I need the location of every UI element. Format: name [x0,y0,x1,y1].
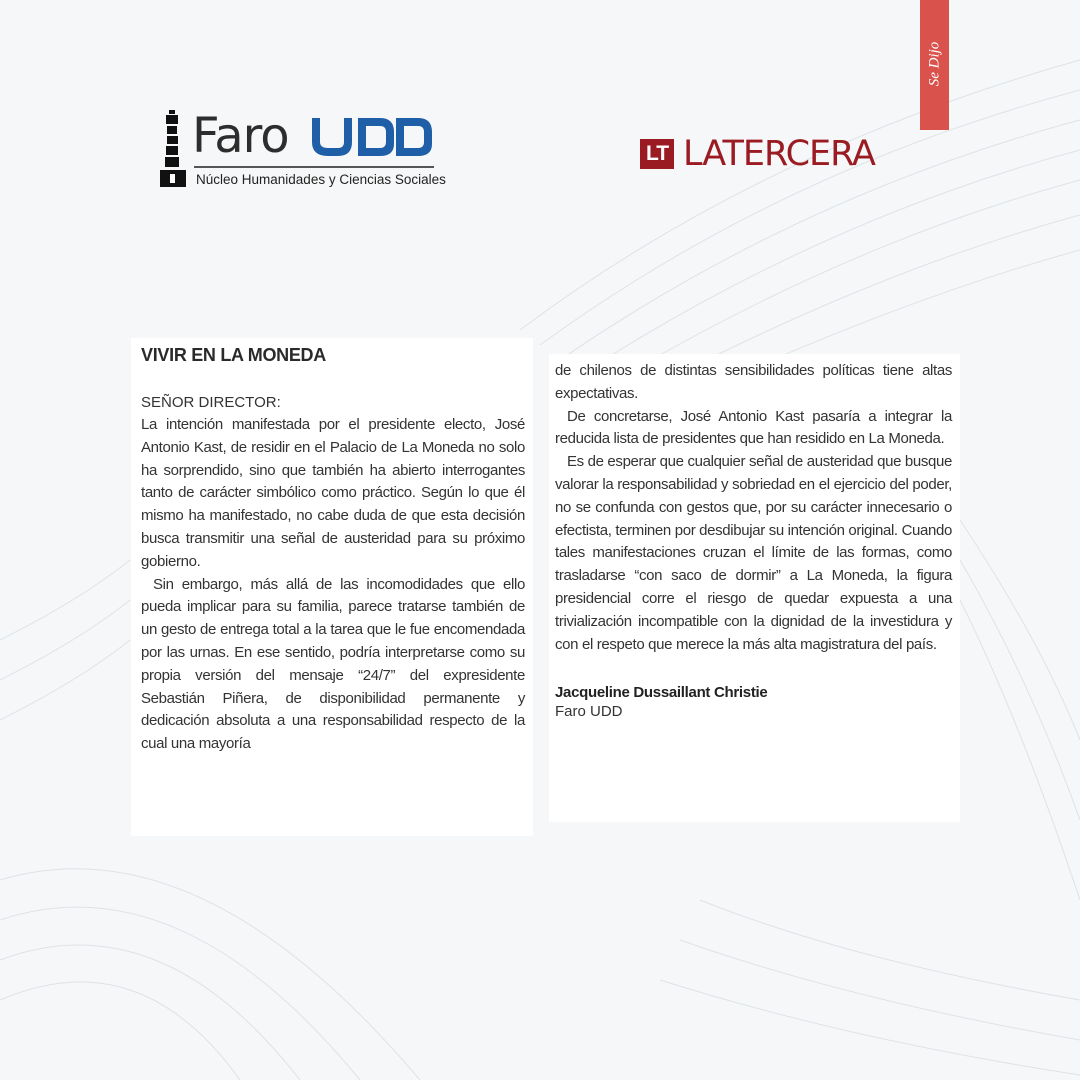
faro-wordmark: Faro [192,108,289,164]
lighthouse-icon [158,110,188,190]
se-dijo-tab [920,0,949,130]
article-paragraph-1: La intención manifestada por el presidente electo, José Antonio Kast, de residir en el Palacio de La Moneda no solo ha sorprendido, sino que también ha abierto interrogantes tanto de carácter simbólico como práctico. Según lo que él mismo ha manifestado, no cabe duda de que esta decisión busca transmitir una señal de austeridad para su próximo gobierno. [141,416,525,570]
article-salutation: SEÑOR DIRECTOR: [141,394,281,411]
article-paragraph-2-continued: de chilenos de distintas sensibilidades políticas tiene altas expectativas. [555,362,952,402]
lt-box-mark: LT [640,139,674,169]
article-clipping-left [131,338,533,836]
la-tercera-logo [640,134,900,174]
signature-organization: Faro UDD [555,703,623,721]
faro-udd-logo [158,108,448,193]
article-clipping-right [549,354,960,822]
article-headline: VIVIR EN LA MONEDA [141,345,326,365]
signature-name: Jacqueline Dussaillant Christie [555,684,768,702]
faro-logo-rule [194,166,434,168]
se-dijo-label: Se Dijo [926,41,942,87]
article-paragraph-3: De concretarse, José Antonio Kast pasaría a integrar la reducida lista de presidentes que han residido en La Moneda. [555,407,952,448]
la-tercera-wordmark: LATERCERA [683,134,875,174]
article-paragraph-4: Es de esperar que cualquier señal de austeridad que busque valorar la responsabilidad y sobriedad en el ejercicio del poder, no se confunda con gestos que, por su carácter innecesario o efectista, terminen por desdibujar su intención original. Cuando tales manifestaciones cruzan el límite de las formas, como trasladarse “con saco de dormir” a La Moneda, la figura presidencial corre el riesgo de quedar expuesta a una trivialización incompatible con la dignidad de la investidura y con el respeto que merece la más alta magistratura del país. [555,453,953,653]
article-paragraph-2: Sin embargo, más allá de las incomodidades que ello pueda implicar para su familia, parece tratarse también de un gesto de entrega total a la tarea que le fue encomendada por las urnas. En ese sentido, podría interpretarse como su propia versión del mensaje “24/7” del expresidente Sebastián Piñera, de disponibilidad permanente y dedicación absoluta a una responsabilidad respecto de la cual una mayoría [141,575,525,753]
faro-subtitle: Núcleo Humanidades y Ciencias Sociales [196,172,446,187]
udd-logo-icon [308,114,436,160]
